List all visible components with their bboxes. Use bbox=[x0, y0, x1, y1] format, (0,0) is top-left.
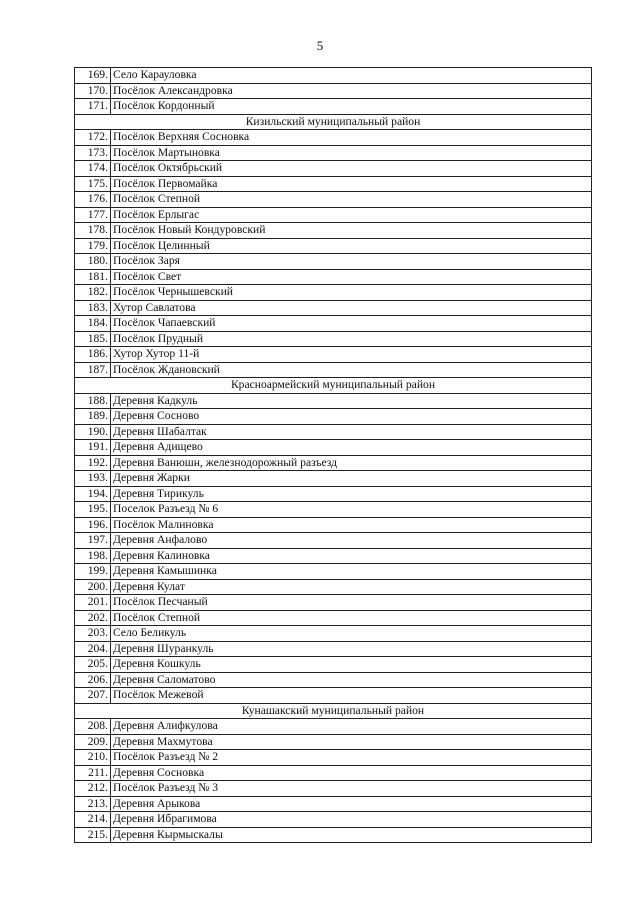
settlement-name: Деревня Шуранкуль bbox=[111, 641, 592, 657]
settlement-name: Посёлок Разъезд № 3 bbox=[111, 781, 592, 797]
row-number: 207. bbox=[75, 688, 111, 704]
settlement-name: Посёлок Верхняя Сосновка bbox=[111, 130, 592, 146]
row-number: 182. bbox=[75, 285, 111, 301]
row-number: 189. bbox=[75, 409, 111, 425]
row-number: 171. bbox=[75, 99, 111, 115]
row-number: 204. bbox=[75, 641, 111, 657]
table-row bbox=[75, 781, 592, 797]
table-row bbox=[75, 362, 592, 378]
table-row bbox=[75, 564, 592, 580]
row-number: 213. bbox=[75, 796, 111, 812]
settlement-name: Посёлок Ждановский bbox=[111, 362, 592, 378]
settlement-name: Деревня Жарки bbox=[111, 471, 592, 487]
settlement-name: Деревня Алифкулова bbox=[111, 719, 592, 735]
settlement-name: Посёлок Чапаевский bbox=[111, 316, 592, 332]
row-number: 202. bbox=[75, 610, 111, 626]
settlement-name: Посёлок Мартыновка bbox=[111, 145, 592, 161]
table-row bbox=[75, 579, 592, 595]
settlement-name: Посёлок Малиновка bbox=[111, 517, 592, 533]
table-row bbox=[75, 99, 592, 115]
settlement-name: Деревня Кырмыскалы bbox=[111, 827, 592, 843]
table-row bbox=[75, 238, 592, 254]
table-row bbox=[75, 68, 592, 84]
row-number: 210. bbox=[75, 750, 111, 766]
district-header-row bbox=[75, 378, 592, 394]
settlement-name: Посёлок Кордонный bbox=[111, 99, 592, 115]
table-row bbox=[75, 393, 592, 409]
table-row bbox=[75, 192, 592, 208]
settlement-name: Посёлок Новый Кондуровский bbox=[111, 223, 592, 239]
table-row bbox=[75, 176, 592, 192]
settlement-name: Посёлок Прудный bbox=[111, 331, 592, 347]
settlement-name: Поселок Разъезд № 6 bbox=[111, 502, 592, 518]
settlement-name: Посёлок Первомайка bbox=[111, 176, 592, 192]
settlement-name: Посёлок Свет bbox=[111, 269, 592, 285]
table-row bbox=[75, 455, 592, 471]
table-row bbox=[75, 316, 592, 332]
settlement-name: Посёлок Чернышевский bbox=[111, 285, 592, 301]
settlement-name: Деревня Калиновка bbox=[111, 548, 592, 564]
table-row bbox=[75, 223, 592, 239]
row-number: 177. bbox=[75, 207, 111, 223]
table-row bbox=[75, 471, 592, 487]
settlement-name: Хутор Хутор 11-й bbox=[111, 347, 592, 363]
table-row bbox=[75, 502, 592, 518]
table-row bbox=[75, 641, 592, 657]
table-row bbox=[75, 812, 592, 828]
row-number: 175. bbox=[75, 176, 111, 192]
table-row bbox=[75, 347, 592, 363]
settlement-name: Деревня Саломатово bbox=[111, 672, 592, 688]
row-number: 180. bbox=[75, 254, 111, 270]
table-row bbox=[75, 517, 592, 533]
row-number: 194. bbox=[75, 486, 111, 502]
table-row bbox=[75, 207, 592, 223]
row-number: 215. bbox=[75, 827, 111, 843]
row-number: 198. bbox=[75, 548, 111, 564]
district-name: Красноармейский муниципальный район bbox=[75, 378, 592, 394]
table-row bbox=[75, 285, 592, 301]
settlement-name: Деревня Кошкуль bbox=[111, 657, 592, 673]
row-number: 172. bbox=[75, 130, 111, 146]
row-number: 173. bbox=[75, 145, 111, 161]
row-number: 193. bbox=[75, 471, 111, 487]
table-row bbox=[75, 719, 592, 735]
table-row bbox=[75, 750, 592, 766]
settlement-name: Хутор Савлатова bbox=[111, 300, 592, 316]
table-row bbox=[75, 440, 592, 456]
settlement-name: Село Карауловка bbox=[111, 68, 592, 84]
settlement-name: Деревня Кадкуль bbox=[111, 393, 592, 409]
district-header-row bbox=[75, 114, 592, 130]
settlement-name: Посёлок Заря bbox=[111, 254, 592, 270]
table-row bbox=[75, 672, 592, 688]
settlement-name: Посёлок Александровка bbox=[111, 83, 592, 99]
table-row bbox=[75, 331, 592, 347]
row-number: 191. bbox=[75, 440, 111, 456]
row-number: 199. bbox=[75, 564, 111, 580]
row-number: 187. bbox=[75, 362, 111, 378]
settlement-name: Деревня Камышинка bbox=[111, 564, 592, 580]
table-row bbox=[75, 145, 592, 161]
settlement-name: Деревня Шабалтак bbox=[111, 424, 592, 440]
table-row bbox=[75, 548, 592, 564]
settlement-name: Деревня Сосновка bbox=[111, 765, 592, 781]
row-number: 186. bbox=[75, 347, 111, 363]
row-number: 174. bbox=[75, 161, 111, 177]
settlement-name: Село Беликуль bbox=[111, 626, 592, 642]
row-number: 169. bbox=[75, 68, 111, 84]
row-number: 201. bbox=[75, 595, 111, 611]
row-number: 181. bbox=[75, 269, 111, 285]
settlement-name: Посёлок Степной bbox=[111, 610, 592, 626]
settlement-name: Посёлок Песчаный bbox=[111, 595, 592, 611]
table-row bbox=[75, 269, 592, 285]
table-row bbox=[75, 827, 592, 843]
row-number: 211. bbox=[75, 765, 111, 781]
table-row bbox=[75, 796, 592, 812]
settlements-table-body bbox=[75, 68, 592, 843]
settlement-name: Посёлок Целинный bbox=[111, 238, 592, 254]
settlement-name: Деревня Махмутова bbox=[111, 734, 592, 750]
row-number: 195. bbox=[75, 502, 111, 518]
settlement-name: Деревня Арыкова bbox=[111, 796, 592, 812]
table-row bbox=[75, 254, 592, 270]
settlement-name: Деревня Адищево bbox=[111, 440, 592, 456]
settlement-name: Посёлок Межевой bbox=[111, 688, 592, 704]
row-number: 209. bbox=[75, 734, 111, 750]
page-number: 5 bbox=[316, 38, 324, 53]
row-number: 214. bbox=[75, 812, 111, 828]
table-row bbox=[75, 657, 592, 673]
row-number: 184. bbox=[75, 316, 111, 332]
table-row bbox=[75, 161, 592, 177]
row-number: 188. bbox=[75, 393, 111, 409]
settlement-name: Деревня Ибрагимова bbox=[111, 812, 592, 828]
table-row bbox=[75, 688, 592, 704]
settlement-name: Деревня Кулат bbox=[111, 579, 592, 595]
row-number: 200. bbox=[75, 579, 111, 595]
table-row bbox=[75, 610, 592, 626]
table-row bbox=[75, 83, 592, 99]
district-name: Кизильский муниципальный район bbox=[75, 114, 592, 130]
table-row bbox=[75, 533, 592, 549]
table-row bbox=[75, 595, 592, 611]
table-row bbox=[75, 486, 592, 502]
row-number: 197. bbox=[75, 533, 111, 549]
settlement-name: Деревня Тирикуль bbox=[111, 486, 592, 502]
table-row bbox=[75, 409, 592, 425]
settlement-name: Деревня Анфалово bbox=[111, 533, 592, 549]
row-number: 206. bbox=[75, 672, 111, 688]
settlement-name: Посёлок Степной bbox=[111, 192, 592, 208]
table-row bbox=[75, 130, 592, 146]
row-number: 178. bbox=[75, 223, 111, 239]
row-number: 185. bbox=[75, 331, 111, 347]
district-name: Кунашакский муниципальный район bbox=[75, 703, 592, 719]
settlement-name: Посёлок Ерлыгас bbox=[111, 207, 592, 223]
settlement-name: Деревня Ванюшн, железнодорожный разъезд bbox=[111, 455, 592, 471]
table-row bbox=[75, 734, 592, 750]
table-row bbox=[75, 626, 592, 642]
row-number: 205. bbox=[75, 657, 111, 673]
settlements-table bbox=[74, 67, 592, 843]
table-row bbox=[75, 424, 592, 440]
row-number: 170. bbox=[75, 83, 111, 99]
row-number: 208. bbox=[75, 719, 111, 735]
row-number: 196. bbox=[75, 517, 111, 533]
row-number: 176. bbox=[75, 192, 111, 208]
table-row bbox=[75, 300, 592, 316]
settlement-name: Посёлок Октябрьский bbox=[111, 161, 592, 177]
row-number: 190. bbox=[75, 424, 111, 440]
settlement-name: Посёлок Разъезд № 2 bbox=[111, 750, 592, 766]
row-number: 183. bbox=[75, 300, 111, 316]
row-number: 192. bbox=[75, 455, 111, 471]
row-number: 203. bbox=[75, 626, 111, 642]
row-number: 179. bbox=[75, 238, 111, 254]
table-row bbox=[75, 765, 592, 781]
settlement-name: Деревня Сосново bbox=[111, 409, 592, 425]
row-number: 212. bbox=[75, 781, 111, 797]
district-header-row bbox=[75, 703, 592, 719]
